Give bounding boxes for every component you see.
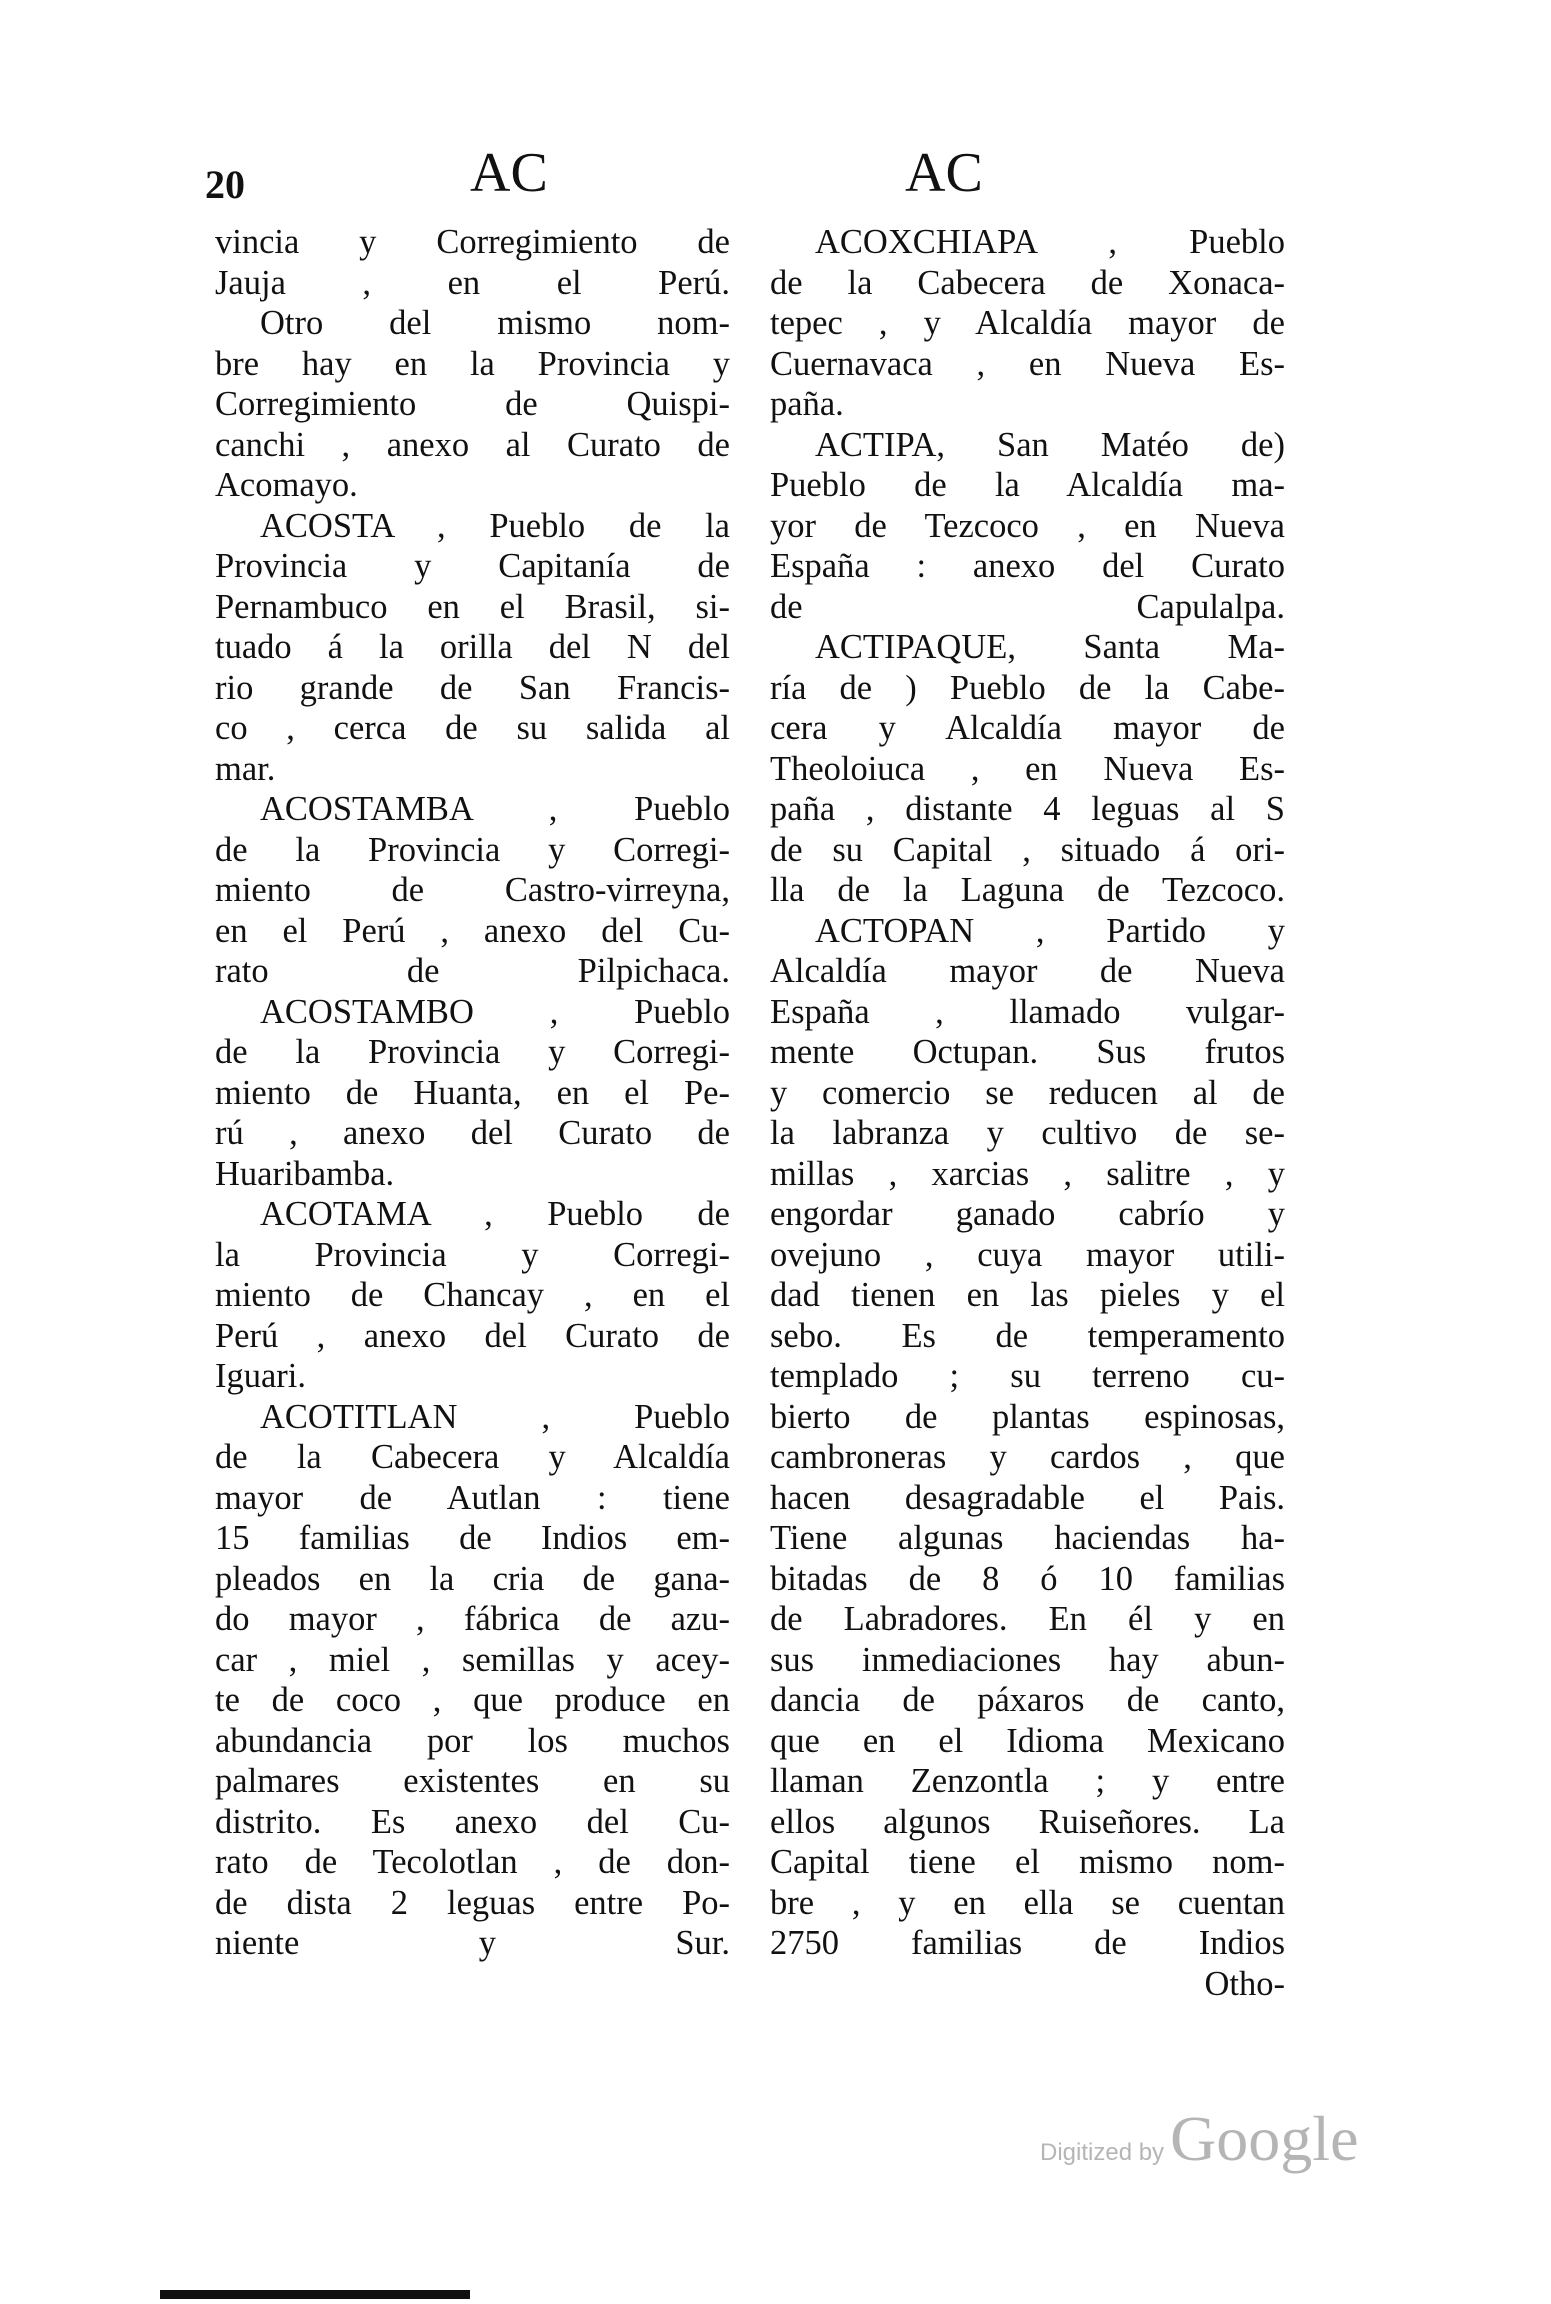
- text-line: mayor de Autlan : tiene: [215, 1478, 730, 1517]
- text-line: España : anexo del Curato: [770, 547, 1285, 585]
- text-line: Huaribamba.: [215, 1154, 395, 1193]
- text-line: paña , distante 4 leguas al S: [770, 790, 1285, 828]
- text-line: palmares existentes en su: [215, 1762, 730, 1800]
- text-line: sebo. Es de temperamento: [770, 1316, 1285, 1355]
- text-line: miento de Huanta, en el Pe-: [215, 1073, 730, 1112]
- text-line: distrito. Es anexo del Cu-: [215, 1802, 730, 1841]
- text-line: ellos algunos Ruiseñores. La: [770, 1802, 1285, 1841]
- text-line: de la Cabecera de Xonaca-: [770, 263, 1285, 302]
- text-line: tepec , y Alcaldía mayor de: [770, 304, 1285, 342]
- text-line: car , miel , semillas y acey-: [215, 1640, 730, 1679]
- text-line: miento de Chancay , en el: [215, 1276, 730, 1314]
- text-line: templado ; su terreno cu-: [770, 1357, 1285, 1395]
- text-line: millas , xarcias , salitre , y: [770, 1154, 1285, 1193]
- text-line: sus inmediaciones hay abun-: [770, 1640, 1285, 1679]
- text-line: cambroneras y cardos , que: [770, 1438, 1285, 1476]
- text-line: co , cerca de su salida al: [215, 709, 730, 747]
- text-line: vincia y Corregimiento de: [215, 223, 730, 261]
- text-line: rato de Pilpichaca.: [215, 952, 730, 990]
- text-line: dad tienen en las pieles y el: [770, 1276, 1285, 1314]
- text-line: bre , y en ella se cuentan: [770, 1883, 1285, 1922]
- text-line: bre hay en la Provincia y: [215, 344, 730, 383]
- text-line: paña.: [770, 385, 844, 423]
- text-line: ría de ) Pueblo de la Cabe-: [770, 668, 1285, 707]
- text-line: de Capulalpa.: [770, 587, 1285, 626]
- text-line: pleados en la cria de gana-: [215, 1559, 730, 1598]
- text-line: Pueblo de la Alcaldía ma-: [770, 466, 1285, 504]
- running-head-right: AC: [905, 142, 983, 204]
- text-line: Iguari.: [215, 1357, 307, 1395]
- text-line: ACOXCHIAPA , Pueblo: [815, 223, 1285, 261]
- text-line: yor de Tezcoco , en Nueva: [770, 506, 1285, 545]
- text-line: Corregimiento de Quispi-: [215, 385, 730, 423]
- text-line: cera y Alcaldía mayor de: [770, 709, 1285, 747]
- text-line: ACOTITLAN , Pueblo: [260, 1397, 730, 1436]
- text-line: hacen desagradable el Pais.: [770, 1478, 1285, 1517]
- watermark-prefix: Digitized by: [1040, 2139, 1165, 2166]
- text-line: engordar ganado cabrío y: [770, 1195, 1285, 1233]
- text-line: de la Provincia y Corregi-: [215, 830, 730, 869]
- text-line: Theoloiuca , en Nueva Es-: [770, 749, 1285, 788]
- text-line: Cuernavaca , en Nueva Es-: [770, 344, 1285, 383]
- text-line: 15 familias de Indios em-: [215, 1519, 730, 1557]
- text-line: Perú , anexo del Curato de: [215, 1316, 730, 1355]
- text-line: Otro del mismo nom-: [260, 304, 730, 342]
- text-line: en el Perú , anexo del Cu-: [215, 911, 730, 950]
- text-line: te de coco , que produce en: [215, 1681, 730, 1719]
- text-line: llaman Zenzontla ; y entre: [770, 1762, 1285, 1800]
- text-line: la Provincia y Corregi-: [215, 1235, 730, 1274]
- text-line: niente y Sur.: [215, 1924, 730, 1962]
- text-line: Otho-: [1204, 1964, 1285, 2003]
- text-line: ovejuno , cuya mayor utili-: [770, 1235, 1285, 1274]
- text-line: 2750 familias de Indios: [770, 1924, 1285, 1962]
- text-line: rú , anexo del Curato de: [215, 1114, 730, 1152]
- text-line: España , llamado vulgar-: [770, 992, 1285, 1031]
- text-line: Jauja , en el Perú.: [215, 263, 730, 302]
- text-line: rato de Tecolotlan , de don-: [215, 1843, 730, 1881]
- left-text-column: [215, 222, 730, 1964]
- text-line: ACTOPAN , Partido y: [815, 911, 1285, 950]
- text-line: tuado á la orilla del N del: [215, 628, 730, 666]
- text-line: de la Cabecera y Alcaldía: [215, 1438, 730, 1476]
- text-line: de Labradores. En él y en: [770, 1600, 1285, 1638]
- digitized-by-google-watermark: [1040, 2102, 1358, 2176]
- text-line: mar.: [215, 749, 276, 788]
- text-line: ACTIPAQUE, Santa Ma-: [815, 628, 1285, 666]
- text-line: ACOSTAMBA , Pueblo: [260, 790, 730, 828]
- text-line: ACOSTAMBO , Pueblo: [260, 992, 730, 1031]
- page-number: 20: [205, 162, 245, 207]
- text-line: abundancia por los muchos: [215, 1721, 730, 1760]
- text-line: de dista 2 leguas entre Po-: [215, 1883, 730, 1922]
- text-line: ACOSTA , Pueblo de la: [260, 506, 730, 545]
- text-line: ACTIPA, San Matéo de): [815, 425, 1285, 464]
- text-line: bierto de plantas espinosas,: [770, 1397, 1285, 1436]
- text-line: Acomayo.: [215, 466, 358, 504]
- text-line: de su Capital , situado á ori-: [770, 830, 1285, 869]
- google-logo: Google: [1170, 2103, 1359, 2174]
- text-line: Alcaldía mayor de Nueva: [770, 952, 1285, 990]
- text-line: Provincia y Capitanía de: [215, 547, 730, 585]
- text-line: y comercio se reducen al de: [770, 1073, 1285, 1112]
- text-line: de la Provincia y Corregi-: [215, 1033, 730, 1071]
- text-line: miento de Castro-virreyna,: [215, 871, 730, 909]
- text-line: do mayor , fábrica de azu-: [215, 1600, 730, 1638]
- text-line: canchi , anexo al Curato de: [215, 425, 730, 464]
- text-line: Pernambuco en el Brasil, si-: [215, 587, 730, 626]
- text-line: que en el Idioma Mexicano: [770, 1721, 1285, 1760]
- text-line: bitadas de 8 ó 10 familias: [770, 1559, 1285, 1598]
- right-text-column: [770, 222, 1285, 2004]
- text-line: dancia de páxaros de canto,: [770, 1681, 1285, 1719]
- text-line: rio grande de San Francis-: [215, 668, 730, 707]
- text-line: mente Octupan. Sus frutos: [770, 1033, 1285, 1071]
- scan-edge-rule: [160, 2290, 470, 2299]
- text-line: lla de la Laguna de Tezcoco.: [770, 871, 1285, 909]
- text-line: ACOTAMA , Pueblo de: [260, 1195, 730, 1233]
- text-line: la labranza y cultivo de se-: [770, 1114, 1285, 1152]
- running-head-left: AC: [470, 142, 548, 204]
- text-line: Capital tiene el mismo nom-: [770, 1843, 1285, 1881]
- text-line: Tiene algunas haciendas ha-: [770, 1519, 1285, 1557]
